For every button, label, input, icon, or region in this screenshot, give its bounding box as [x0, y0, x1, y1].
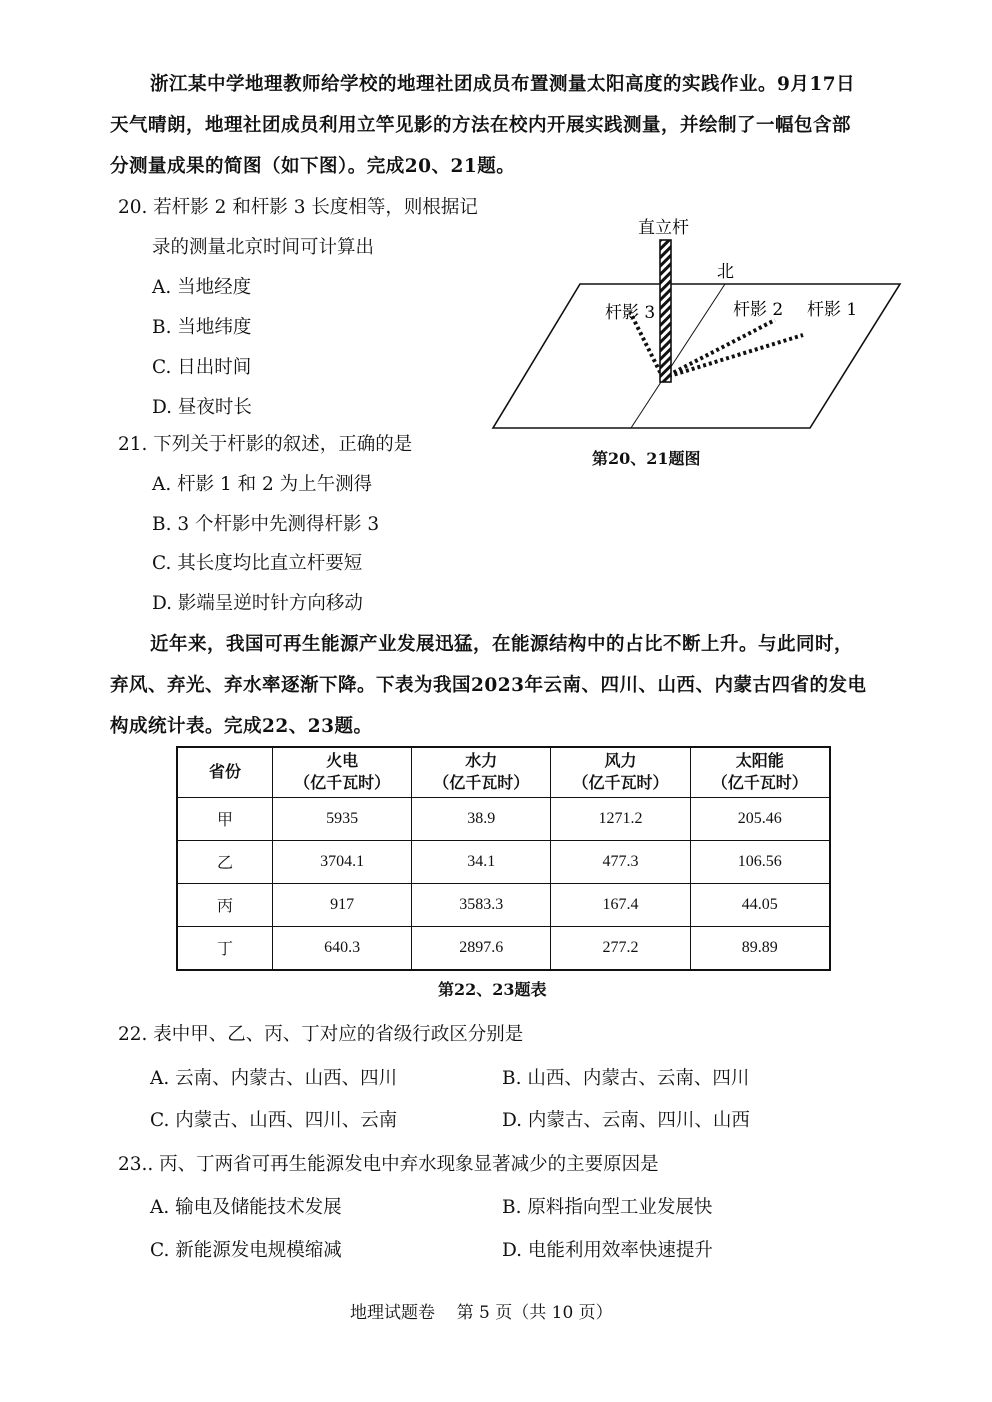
- cell-province: 甲: [177, 797, 273, 840]
- header-solar: 太阳能 （亿千瓦时）: [690, 747, 830, 797]
- cell-solar: 205.46: [690, 797, 830, 840]
- q20-stem-line2: 录的测量北京时间可计算出: [152, 237, 375, 258]
- header-province: 省份: [177, 747, 273, 797]
- power-generation-table: [176, 746, 831, 971]
- q23-option-c: C. 新能源发电规模缩减: [150, 1240, 342, 1261]
- table-header-row: [177, 747, 830, 797]
- cell-thermal: 917: [273, 883, 412, 926]
- q23-stem: 23.. 丙、丁两省可再生能源发电中弃水现象显著减少的主要原因是: [118, 1154, 659, 1175]
- q20-option-a: A. 当地经度: [152, 277, 252, 298]
- cell-wind: 277.2: [551, 926, 690, 970]
- q20-option-d: D. 昼夜时长: [152, 397, 252, 418]
- cell-province: 乙: [177, 840, 273, 883]
- cell-hydro: 38.9: [412, 797, 551, 840]
- q23-option-b: B. 原料指向型工业发展快: [502, 1197, 713, 1218]
- cell-wind: 167.4: [551, 883, 690, 926]
- passage2-line3: 构成统计表。完成22、23题。: [110, 716, 373, 737]
- shadow-2-line: [663, 320, 775, 378]
- cell-solar: 44.05: [690, 883, 830, 926]
- shadow-2-label: 杆影 2: [733, 300, 784, 320]
- passage-intro-1: [110, 64, 900, 187]
- q20-stem-line1: 20. 若杆影 2 和杆影 3 长度相等，则根据记: [118, 197, 478, 218]
- passage2-line1: 近年来，我国可再生能源产业发展迅猛，在能源结构中的占比不断上升。与此同时，: [150, 634, 854, 655]
- table-row: [177, 883, 830, 926]
- q22-stem: 22. 表中甲、乙、丙、丁对应的省级行政区分别是: [118, 1024, 524, 1045]
- q22-option-c: C. 内蒙古、山西、四川、云南: [150, 1110, 398, 1131]
- cell-thermal: 3704.1: [273, 840, 412, 883]
- table-row: [177, 840, 830, 883]
- q23-option-d: D. 电能利用效率快速提升: [502, 1240, 713, 1261]
- cell-wind: 477.3: [551, 840, 690, 883]
- header-hydro: 水力 （亿千瓦时）: [412, 747, 551, 797]
- cell-province: 丙: [177, 883, 273, 926]
- table-row: [177, 926, 830, 970]
- cell-thermal: 640.3: [273, 926, 412, 970]
- pole-shadow-figure: [485, 210, 905, 440]
- figure-caption: 第20、21题图: [592, 449, 701, 468]
- q20-option-b: B. 当地纬度: [152, 317, 252, 338]
- q21-stem: 21. 下列关于杆影的叙述，正确的是: [118, 434, 413, 455]
- q20-option-c: C. 日出时间: [152, 357, 252, 378]
- cell-hydro: 2897.6: [412, 926, 551, 970]
- cell-province: 丁: [177, 926, 273, 970]
- cell-wind: 1271.2: [551, 797, 690, 840]
- table-row: [177, 797, 830, 840]
- pole-label: 直立杆: [638, 218, 689, 238]
- passage1-line3: 分测量成果的简图（如下图）。完成20、21题。: [110, 156, 516, 177]
- cell-hydro: 3583.3: [412, 883, 551, 926]
- passage1-line1: 浙江某中学地理教师给学校的地理社团成员布置测量太阳高度的实践作业。9月17日: [150, 74, 856, 95]
- page-footer: 地理试题卷 第 5 页（共 10 页）: [350, 1303, 613, 1323]
- north-label: 北: [717, 262, 734, 282]
- cell-solar: 106.56: [690, 840, 830, 883]
- q21-option-a: A. 杆影 1 和 2 为上午测得: [152, 474, 373, 495]
- passage1-line2: 天气晴朗，地理社团成员利用立竿见影的方法在校内开展实践测量，并绘制了一幅包含部: [110, 115, 852, 136]
- q23-option-a: A. 输电及储能技术发展: [150, 1197, 342, 1218]
- passage-intro-2: [110, 624, 900, 747]
- cell-thermal: 5935: [273, 797, 412, 840]
- table-caption: 第22、23题表: [438, 980, 547, 999]
- cell-hydro: 34.1: [412, 840, 551, 883]
- q21-option-c: C. 其长度均比直立杆要短: [152, 553, 363, 574]
- header-wind: 风力 （亿千瓦时）: [551, 747, 690, 797]
- q22-option-d: D. 内蒙古、云南、四川、山西: [502, 1110, 750, 1131]
- header-thermal: 火电 （亿千瓦时）: [273, 747, 412, 797]
- cell-solar: 89.89: [690, 926, 830, 970]
- upright-pole: [660, 240, 671, 382]
- passage2-line2: 弃风、弃光、弃水率逐渐下降。下表为我国2023年云南、四川、山西、内蒙古四省的发电: [110, 675, 867, 696]
- q21-option-d: D. 影端呈逆时针方向移动: [152, 593, 363, 614]
- q22-option-b: B. 山西、内蒙古、云南、四川: [502, 1068, 750, 1089]
- shadow-3-label: 杆影 3: [605, 303, 656, 323]
- q22-option-a: A. 云南、内蒙古、山西、四川: [150, 1068, 398, 1089]
- q21-option-b: B. 3 个杆影中先测得杆影 3: [152, 514, 380, 535]
- shadow-1-label: 杆影 1: [807, 300, 858, 320]
